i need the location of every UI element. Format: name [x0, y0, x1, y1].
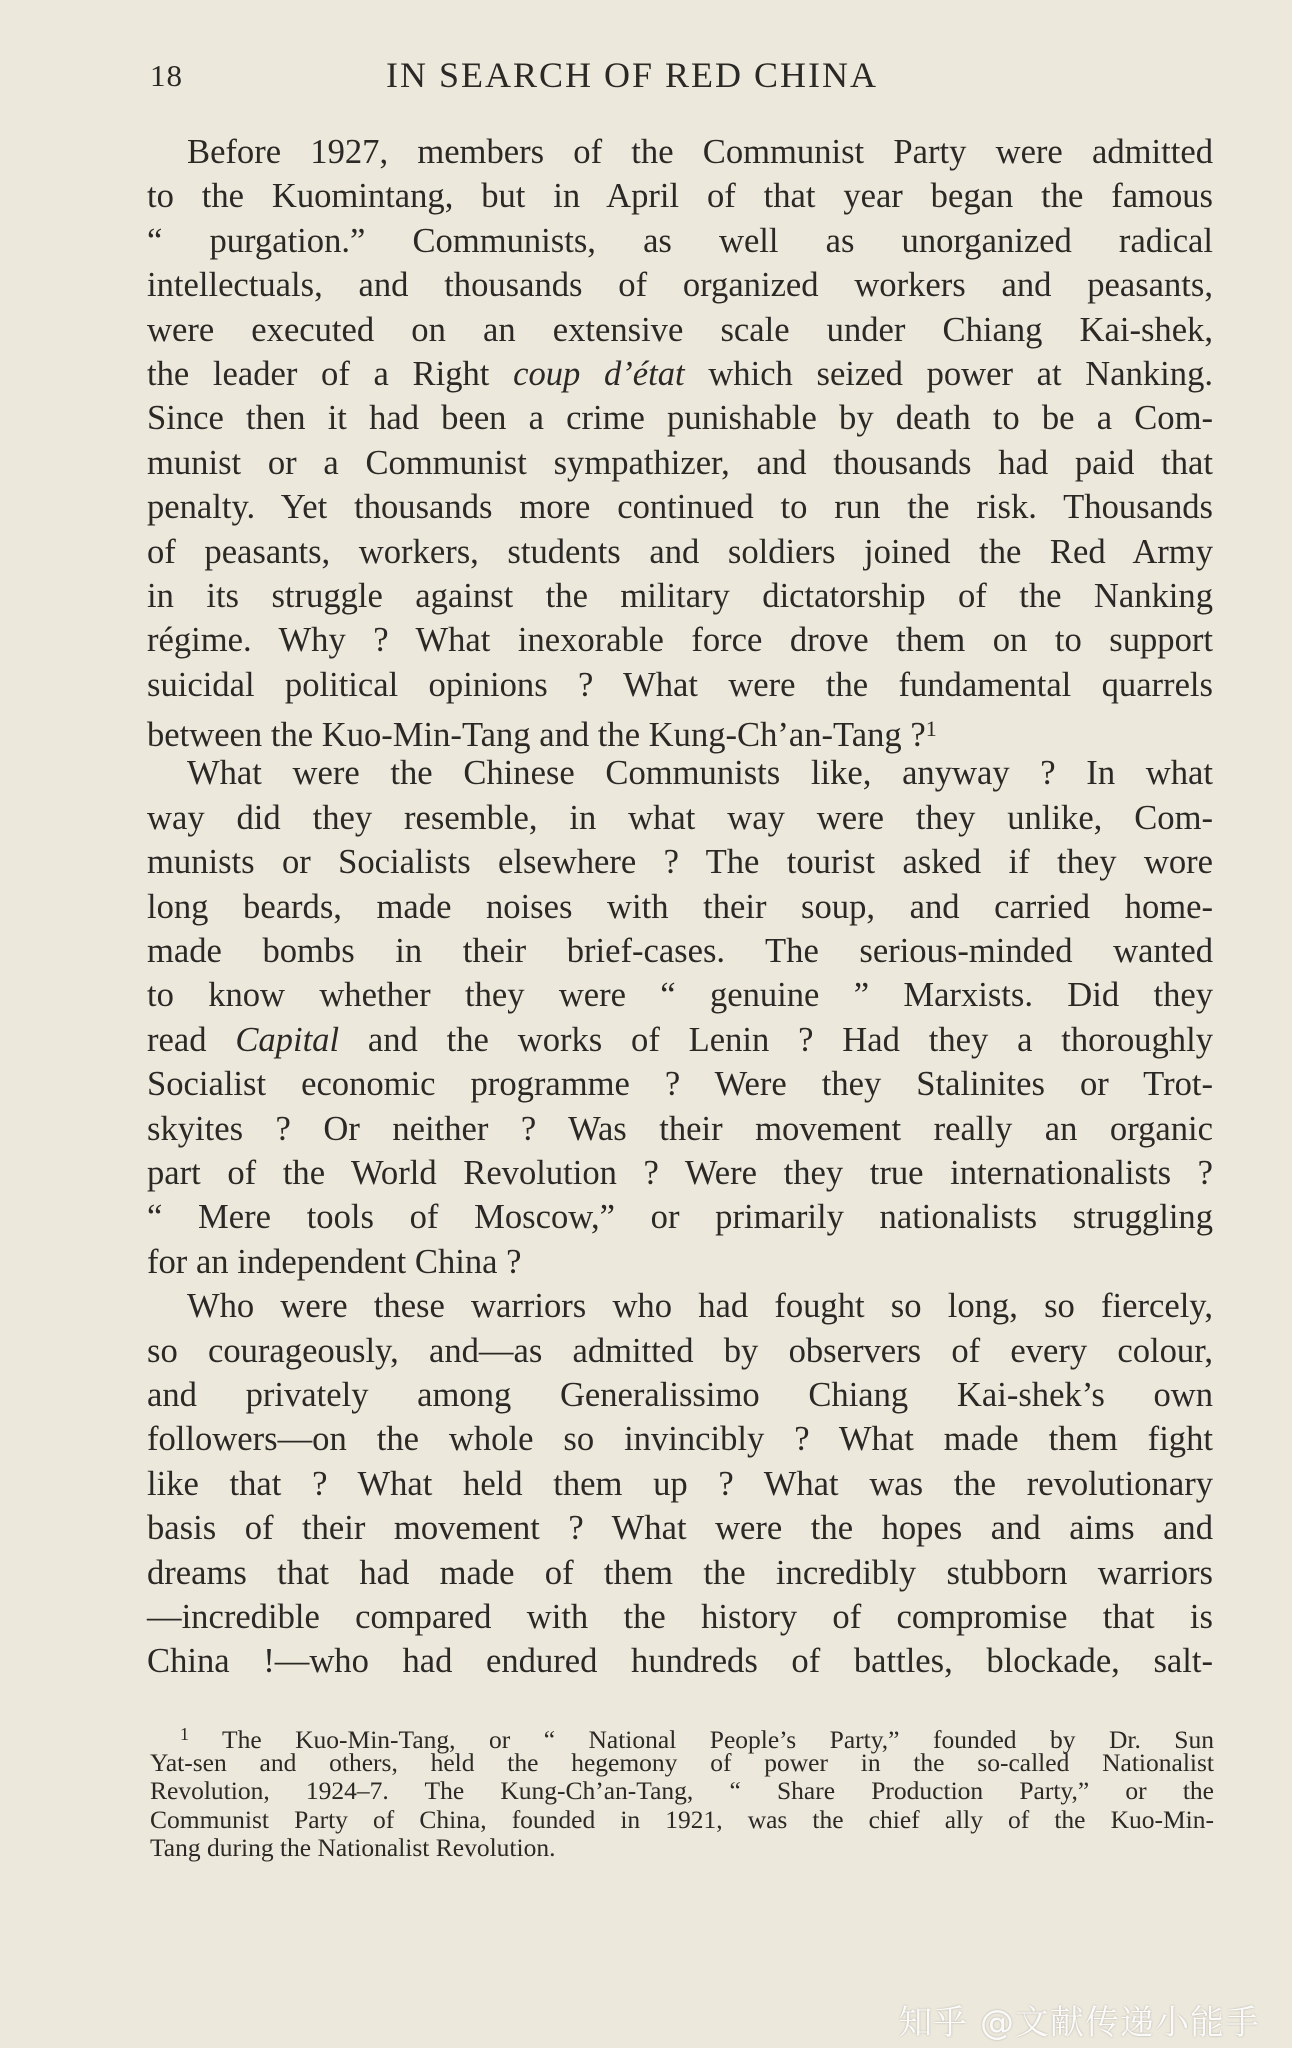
- text-line: followers—on the whole so invincibly ? What made them fight: [147, 1420, 1213, 1459]
- text-line: Before 1927, members of the Communist Party were admitted: [187, 133, 1213, 171]
- text-line: “ purgation.” Communists, as well as unorganized radical: [147, 221, 1213, 260]
- text-segment: the leader of a Right: [147, 354, 490, 393]
- text-line: and privately among Generalissimo Chiang Kai-shek’s own: [147, 1375, 1213, 1414]
- italic-phrase: Capital: [235, 1020, 340, 1059]
- running-title: IN SEARCH OF RED CHINA: [386, 55, 879, 95]
- text-line: long beards, made noises with their soup, and carried home-: [147, 887, 1213, 926]
- footnote-line: Tang during the Nationalist Revolution.: [150, 1833, 556, 1862]
- text-segment: read: [147, 1020, 207, 1059]
- text-line: [147, 707, 1213, 755]
- text-line: for an independent China ?: [147, 1242, 522, 1281]
- footnote-line: [150, 1720, 1214, 1754]
- page-header: [150, 52, 1210, 102]
- footnote-text: The Kuo-Min-Tang, or “ National People’s Party,” founded by Dr. Sun: [222, 1725, 1214, 1754]
- text-line: munist or a Communist sympathizer, and thousands had paid that: [147, 443, 1213, 482]
- footnote-line: Yat-sen and others, held the hegemony of power in the so-called Nationalist: [150, 1747, 1214, 1777]
- text-line: skyites ? Or neither ? Was their movement really an organic: [147, 1109, 1213, 1148]
- text-segment: between the Kuo-Min-Tang and the Kung-Ch’an-Tang ?: [147, 716, 926, 755]
- page-number: 18: [150, 58, 183, 93]
- body-text: [147, 130, 1213, 1684]
- footnote-line: Communist Party of China, founded in 1921, was the chief ally of the Kuo-Min-: [150, 1804, 1214, 1834]
- text-line: intellectuals, and thousands of organized workers and peasants,: [147, 266, 1213, 305]
- text-line: to know whether they were “ genuine ” Marxists. Did they: [147, 976, 1213, 1015]
- italic-phrase: coup d’état: [513, 354, 685, 393]
- text-line: Socialist economic programme ? Were they Stalinites or Trot-: [147, 1065, 1213, 1104]
- text-line: of peasants, workers, students and soldiers joined the Red Army: [147, 532, 1213, 571]
- text-line: in its struggle against the military dictatorship of the Nanking: [147, 576, 1213, 615]
- text-line: part of the World Revolution ? Were they true internationalists ?: [147, 1153, 1213, 1192]
- text-line: [147, 1018, 1213, 1062]
- text-line: [147, 352, 1213, 396]
- text-line: were executed on an extensive scale under Chiang Kai-shek,: [147, 310, 1213, 349]
- text-line: What were the Chinese Communists like, anyway ? In what: [187, 754, 1213, 793]
- text-line: to the Kuomintang, but in April of that year began the famous: [147, 177, 1213, 216]
- text-line: China !—who had endured hundreds of battles, blockade, salt-: [147, 1642, 1213, 1681]
- text-line: —incredible compared with the history of compromise that is: [147, 1597, 1213, 1636]
- watermark: 知乎 @文献传递小能手: [898, 2003, 1260, 2043]
- text-line: munists or Socialists elsewhere ? The tourist asked if they wore: [147, 843, 1213, 882]
- text-line: basis of their movement ? What were the hopes and aims and: [147, 1509, 1213, 1548]
- footnote-marker: 1: [180, 1724, 189, 1744]
- footnote-line: Revolution, 1924–7. The Kung-Ch’an-Tang, “ Share Production Party,” or the: [150, 1776, 1214, 1805]
- text-line: like that ? What held them up ? What was the revolutionary: [147, 1464, 1213, 1503]
- text-line: way did they resemble, in what way were they unlike, Com-: [147, 798, 1213, 837]
- text-segment: which seized power at Nanking.: [708, 354, 1214, 393]
- text-line: “ Mere tools of Moscow,” or primarily nationalists struggling: [147, 1198, 1213, 1237]
- text-line: Since then it had been a crime punishable by death to be a Com-: [147, 399, 1213, 438]
- text-line: dreams that had made of them the incredibly stubborn warriors: [147, 1553, 1213, 1592]
- footnote-reference: 1: [925, 716, 937, 742]
- text-line: suicidal political opinions ? What were the fundamental quarrels: [147, 665, 1213, 704]
- text-line: penalty. Yet thousands more continued to run the risk. Thousands: [147, 488, 1213, 527]
- text-line: Who were these warriors who had fought so long, so fiercely,: [187, 1287, 1213, 1326]
- text-segment: and the works of Lenin ? Had they a thoroughly: [367, 1020, 1213, 1059]
- footnote: [150, 1720, 1214, 1863]
- text-line: so courageously, and—as admitted by observers of every colour,: [147, 1331, 1213, 1370]
- text-line: made bombs in their brief-cases. The serious-minded wanted: [147, 932, 1213, 971]
- text-line: régime. Why ? What inexorable force drove them on to support: [147, 621, 1213, 660]
